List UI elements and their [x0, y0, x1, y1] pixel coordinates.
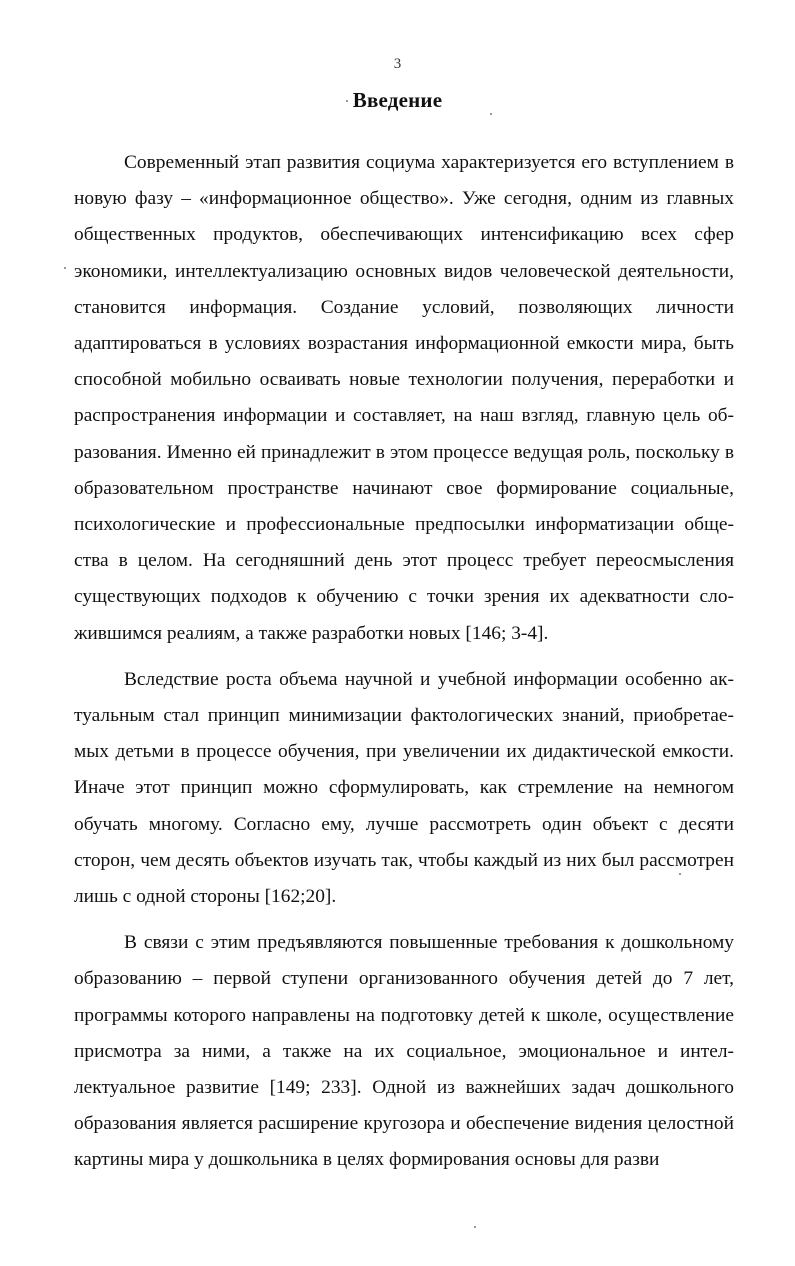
- paragraph-2: Вследствие роста объема научной и учебной информации особенно актуальным стал принцип минимизации фактологических знаний, приобретаемых детьми в процессе обучения, при увеличении их дидактической емкости. Иначе этот принцип можно сформулировать, как стремление на немногом обучать многому. Согласно ему, лучше рассмотреть один объект с десяти сторон, чем десять объектов изучать так, чтобы каждый из них был рассмотрен лишь с одной стороны [162;20].: [74, 668, 734, 908]
- scan-speck: [64, 267, 66, 269]
- scan-speck: [474, 1226, 476, 1228]
- scan-speck: [679, 873, 681, 875]
- scan-speck: [490, 113, 492, 115]
- body-text: [74, 145, 734, 1179]
- scan-speck: [346, 100, 348, 102]
- page-title: Введение: [352, 88, 443, 112]
- page-number: 3: [393, 56, 402, 72]
- paragraph-3: В связи с этим предъявляются повышенные требования к дошкольному образованию – первой ступени организованного обучения детей до 7 лет, программы которого направлены на подготовку детей к школе, осуществление присмотра за ними, а также на их социальное, эмоциональное и интеллектуальное развитие [149; 233]. Одной из важнейших задач дошкольного образования является расширение кругозора и обеспечение видения целостной картины мира у дошкольника в целях формирования основы для разви: [74, 932, 734, 1171]
- paragraph-1: Современный этап развития социума характеризуется его вступлением в новую фазу – «информационное общество». Уже сегодня, одним из главных общественных продуктов, обеспечивающих интенсификацию всех сфер экономики, интеллектуализацию основных видов человеческой деятельности, становится информация. Создание условий, позволяющих личности адаптироваться в условиях возрастания информационной емкости мира, быть способной мобильно осваивать новые технологии получения, переработки и распространения информации и составляет, на наш взгляд, главную цель образования. Именно ей принадлежит в этом процессе ведущая роль, поскольку в образовательном пространстве начинают свое формирование социальные, психологические и профессиональные предпосылки информатизации общества в целом. На сегодняшний день этот процесс требует переосмысления существующих подходов к обучению с точки зрения их адекватности сложившимся реалиям, а также разработки новых [146; 3-4].: [74, 152, 734, 644]
